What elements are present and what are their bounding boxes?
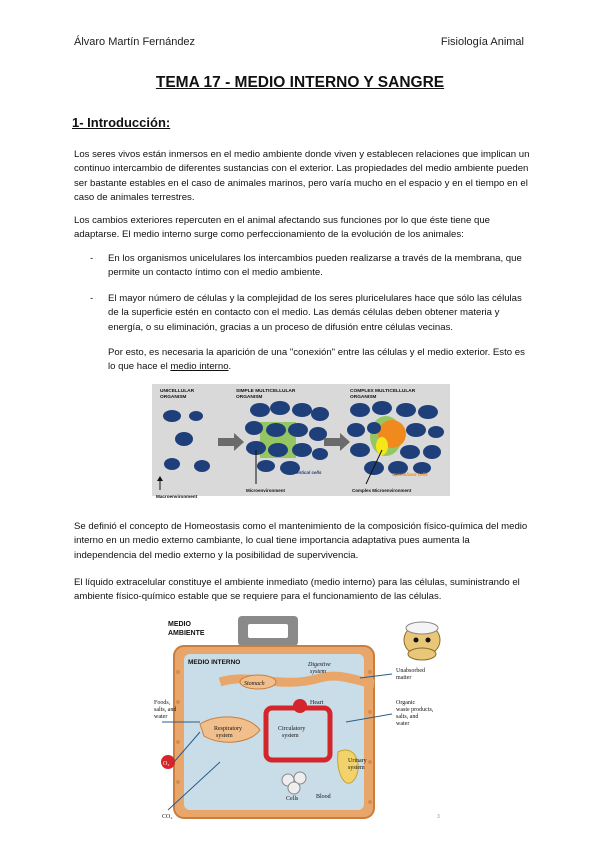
cell [175,432,193,446]
label-blood: Blood [316,794,331,800]
character-illustration [404,622,440,660]
cell [194,460,210,472]
bullet-dash: - [90,293,94,304]
label-foods-3: water [154,714,168,720]
label-macroenvironment: Macroenvironment [156,494,198,499]
label-digestive-1: Digestive [308,662,331,668]
label-simple-2: ORGANISM [236,395,263,400]
label-organic-1: Organic [396,700,416,706]
label-unabsorbed-2: matter [396,675,412,681]
label-heart: Heart [310,700,324,706]
label-organic-2: waste products, [396,707,434,713]
bullet-dash: - [90,253,94,264]
paragraph-extracellular: El líquido extracelular constituye el ambiente inmediato (medio interno) para las células, suministrando el ambiente físico-químico estable que se requiere para el funcionamiento de las células. [74,577,520,603]
label-o2: O₂ [163,761,170,767]
heart [293,699,307,713]
label-complex-microenvironment: Complex Microenvironment [352,488,412,493]
figure-organism-evolution [152,384,450,499]
figure-organism-evolution-svg [152,384,450,496]
bullet-text: El mayor número de células y la complejidad de los seres pluricelulares hace que sólo las células de la superficie estén en contacto con el medio. Las demás células deben obtener materia y energía, o su eliminación, gracias a un proceso de difusión entre células vecinas. [108,293,522,333]
medio-interno-link: medio interno [170,361,229,373]
label-digestive-2: system [310,669,326,675]
page-number: 3 [437,814,440,820]
label-urinary-1: Urinary [348,758,367,764]
label-microenvironment: Microenvironment [246,488,286,493]
label-organic-4: water [396,721,410,727]
label-circulatory-1: Circulatory [278,726,306,732]
header-author: Álvaro Martín Fernández [74,36,196,48]
label-co2: CO₂ [162,814,173,820]
cell [189,411,203,421]
handle-hole [248,624,288,638]
page-title: TEMA 17 - MEDIO INTERNO Y SANGRE [155,74,445,91]
bullet-continuation-text: Por esto, es necesaria la aparición de una "conexión" entre las células y el medio exterior. Esto es lo que hace el medio interno. [108,347,525,373]
label-cells: Cells [286,796,299,802]
label-specialized-cells: Specialized cells [392,472,428,477]
label-circulatory-2: system [282,733,299,739]
cell [164,458,180,470]
bullet-multicellular [90,292,530,335]
bullet-unicellular [90,252,530,281]
bullet-text: En los organismos unicelulares los intercambios pueden realizarse a través de la membrana, que permite un contacto íntimo con el medio ambiente. [108,253,522,279]
label-medio-ambiente-1: MEDIO [168,621,191,628]
figure-internal-environment [154,612,450,822]
bullet-continuation [90,346,530,375]
yellow-region [376,437,388,455]
label-unicellular-2: ORGANISM [160,395,187,400]
label-medio-interno: MEDIO INTERNO [188,659,241,666]
label-complex-2: ORGANISM [350,395,377,400]
header-course: Fisiología Animal [440,36,524,48]
paragraph-intro: Los seres vivos están inmersos en el medio ambiente donde viven y establecen relaciones que implican un continuo intercambio de diferentes sustancias con el exterior. Las propiedades del medio ambiente pueden ser bastante estables en el caso de animales marinos, pero varía mucho en el espacio y en el tiempo en el caso de animales terrestres. [74,149,530,204]
character-hat [406,622,438,634]
cell [163,410,181,422]
paragraph-changes: Los cambios exteriores repercuten en el animal afectando sus funciones por lo que éste tiene que adaptarse. El medio interno surge como perfeccionamiento de la evolución de los animales: [74,215,490,241]
label-identical-cells: Identical cells [292,470,322,475]
label-stomach: Stomach [244,681,265,687]
label-respiratory-1: Respiratory [214,726,242,732]
section-heading: 1- Introducción: [72,115,171,130]
label-organic-3: salts, and [396,714,419,720]
label-urinary-2: system [348,765,365,771]
label-foods-2: salts, and [154,707,177,713]
label-foods-1: Foods, [154,700,171,706]
label-medio-ambiente-2: AMBIENTE [168,630,205,637]
figure-internal-environment-svg [154,612,450,822]
label-simple-1: SIMPLE MULTICELLULAR [236,389,296,394]
label-complex-1: COMPLEX MULTICELLULAR [350,389,416,394]
label-unabsorbed-1: Unabsorbed [396,668,425,674]
label-respiratory-2: system [216,733,233,739]
label-unicellular-1: UNICELLULAR [160,389,195,394]
paragraph-homeostasis: Se definió el concepto de Homeostasis como el mantenimiento de la composición físico-química del medio interno en un medio externo cambiante, lo cual tiene importancia adaptativa pues aumenta la independencia del medio externo y la posibilidad de supervivencia. [74,521,528,561]
